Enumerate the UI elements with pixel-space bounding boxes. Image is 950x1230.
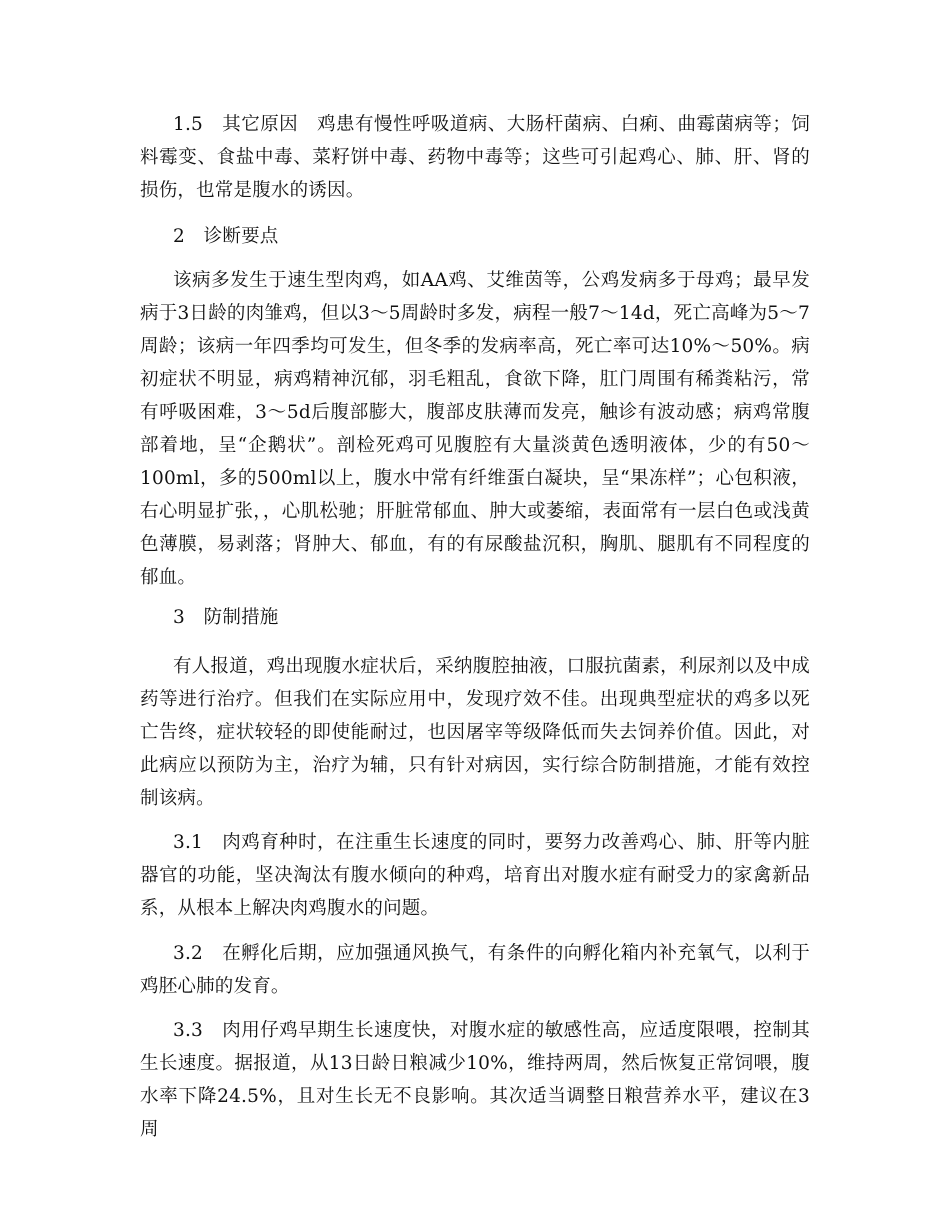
paragraph-3-2: 3.2 在孵化后期，应加强通风换气，有条件的向孵化箱内补充氧气，以利于鸡胚心肺的发育。 [140,943,810,997]
paragraph-3-1: 3.1 肉鸡育种时，在注重生长速度的同时，要努力改善鸡心、肺、肝等内脏器官的功能，坚决淘汰有腹水倾向的种鸡，培育出对腹水症有耐受力的家禽新品系，从根本上解决肉鸡腹水的问题。 [140,832,810,919]
paragraph-other-causes: 1.5 其它原因 鸡患有慢性呼吸道病、大肠杆菌病、白痢、曲霉菌病等；饲料霉变、食盐中毒、菜籽饼中毒、药物中毒等；这些可引起鸡心、肺、肝、肾的损伤，也常是腹水的诱因。 [140,114,810,201]
section-heading-diagnosis: 2 诊断要点 [173,226,279,247]
paragraph-diagnosis: 该病多发生于速生型肉鸡，如AA鸡、艾维茵等，公鸡发病多于母鸡；最早发病于3日龄的肉雏鸡，但以3～5周龄时多发，病程一般7～14d，死亡高峰为5～7周龄；该病一年四季均可发生，但冬季的发病率高，死亡率可达10%～50%。病初症状不明显，病鸡精神沉郁，羽毛粗乱，食欲下降，肛门周围有稀粪粘污，常有呼吸困难，3～5d后腹部膨大，腹部皮肤薄而发亮，触诊有波动感；病鸡常腹部着地，呈“企鹅状”。剖检死鸡可见腹腔有大量淡黄色透明液体，少的有50～100ml，多的500ml以上，腹水中常有纤维蛋白凝块，呈“果冻样”；心包积液，右心明显扩张，，心肌松驰；肝脏常郁血、肿大或萎缩，表面常有一层白色或浅黄色薄膜，易剥落；肾肿大、郁血，有的有尿酸盐沉积，胸肌、腿肌有不同程度的郁血。 [140,270,810,588]
section-heading-prevention: 3 防制措施 [173,607,279,628]
paragraph-prevention: 有人报道，鸡出现腹水症状后，采纳腹腔抽液，口服抗菌素，利尿剂以及中成药等进行治疗。但我们在实际应用中，发现疗效不佳。出现典型症状的鸡多以死亡告终，症状较轻的即使能耐过，也因屠宰等级降低而失去饲养价值。因此，对此病应以预防为主，治疗为辅，只有针对病因，实行综合防制措施，才能有效控制该病。 [140,656,810,809]
paragraph-3-3: 3.3 肉用仔鸡早期生长速度快，对腹水症的敏感性高，应适度限喂，控制其生长速度。据报道，从13日龄日粮减少10%，维持两周，然后恢复正常饲喂，腹水率下降24.5%，且对生长无不良影响。其次适当调整日粮营养水平，建议在3周 [140,1020,810,1140]
